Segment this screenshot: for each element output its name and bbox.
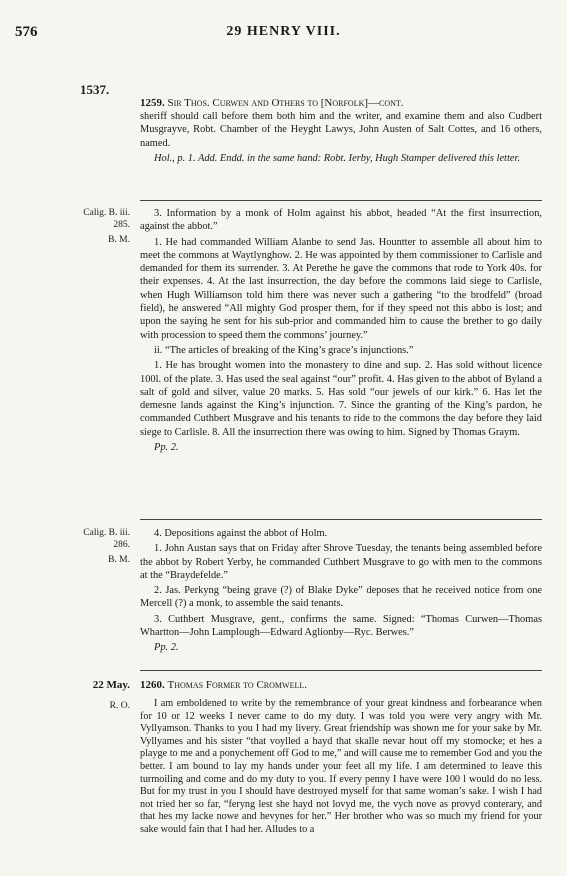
item4-ref-line1: Calig. B. iii.: [83, 528, 130, 538]
divider: [140, 670, 542, 671]
item3-para3: 1. He has brought women into the monastery to dine and sup. 2. Has sold without licence 100l. of the plate. 3. Has used the seal against “our” profit. 4. Has given to the abbot of Byland a salt of gold and silver, value 20 marks. 5. Has sold “our jewels of our kirk.” 6. Has let the demesne lands against the King’s injunction. 7. Since the granting of the King’s pardon, he commanded Cuthbert Musgrave and his tenants to ride to the commons the day before they laid siege to Carlisle. 8. All the insurrection there was owing to him. Signed by Thomas Graym.: [140, 360, 542, 438]
entry-1259-number: 1259.: [140, 97, 165, 109]
item4-para2: 2. Jas. Perkyng “being grave (?) of Blake Dyke” deposes that he received notice from one Mercell (?) a monk, to assemble the said tenants.: [140, 585, 542, 610]
entry-1260-text: I am emboldened to write by the remembrance of your great kindness and forbearance when for 10 or 12 weeks I never came to do my duty. I was told you were very angry with Mr. Vyllyamson. Thanks to you I had my livery. Great friendship was shown me for your sake by Mr. Vyllyames and his sister “that voylled a hayd that skalle nevar hout off my stomocke; et hes a playge to me and a ponychement off God to me,” and will cause me to remember God and you the better. I am bound to lay my hands under your feet all my life. I am determined to leave this turmoiling and come and do my duty to you. If every penny I have were 100 l would do no less. But for my trust in you I should have destroyed myself for that same woman’s sake. I wish I had not tried her so far, “feryng lest she hayd not lovyd me, the vych nove as provyd conterary, and that hes my lacke nowe and hevynes for her.” Her brother who was so much my friend for your sake would fain that I had her. Alludes to a: [140, 698, 542, 835]
item3-para2: ii. “The articles of breaking of the King’s grace’s injunctions.”: [154, 344, 414, 356]
entry-1260-date: 22 May.: [92, 679, 130, 691]
item-3: [140, 207, 542, 454]
entry-1260-source: R. O.: [109, 701, 130, 711]
year-label: 1537.: [80, 82, 110, 97]
item3-ref-line1: Calig. B. iii.: [83, 208, 130, 218]
item4-heading: 4. Depositions against the abbot of Holm.: [154, 528, 328, 539]
item3-ref-line2: 285.: [113, 220, 130, 230]
item3-heading: 3. Information by a monk of Holm against his abbot, headed “At the first insurrection, against the abbot.”: [140, 208, 542, 233]
running-title: 29 HENRY VIII.: [226, 24, 341, 39]
item3-margin-ref: [82, 207, 130, 246]
item4-para1: 1. John Austan says that on Friday after Shrove Tuesday, the tenants being assembled before the abbot by Robert Yerby, he commanded Cuthbert Musgrave to go with men to the commons at the “Braydefelde.”: [140, 543, 542, 581]
entry-1260: [140, 678, 542, 839]
item4-margin-ref: [82, 527, 130, 566]
entry-1260-title: Thomas Former to Cromwell.: [167, 679, 307, 691]
item4-ref-line3: B. M.: [108, 555, 130, 565]
item4-para3: 3. Cuthbert Musgrave, gent., confirms the same. Signed: “Thomas Curwen—Thomas Whartton—John Lamplough—Edward Aglionby—Ryc. Berwes.”: [140, 613, 542, 639]
item-4: [140, 527, 542, 655]
page-number: 576: [15, 24, 38, 40]
entry-1259-text: sheriff should call before them both him and the writer, and examine them and also Cudbert Musgrayve, Robt. Chamber of the Heyght Lawys, John Austen of Salt Cottes, and 16 others, named.: [140, 111, 542, 149]
entry-1260-number: 1260.: [140, 679, 165, 691]
entry-1259-note: Hol., p. 1. Add. Endd. in the same hand: Robt. Ierby, Hugh Stamper delivered this letter.: [154, 152, 520, 164]
item3-pages: Pp. 2.: [154, 442, 179, 454]
divider: [140, 200, 542, 201]
entry-1259-title: Sir Thos. Curwen and Others to [Norfolk]—cont.: [167, 97, 404, 109]
item4-ref-line2: 286.: [113, 540, 130, 550]
entry-1259-heading: [140, 96, 542, 110]
item3-para1: 1. He had commanded William Alanbe to send Jas. Hountter to assemble all about him to meet the commons at Waytlynghow. 2. He was appointed by them commissioner to Carlisle and demanded for them its surrender. 3. At Perethe he gave the commons that rode to York 40s. for their expenses. 4. At the last insurrection, the day before the commons laid siege to Carlisle, when Hugh Williamson told him there was never such a gathering “to the brodfeld” (broad field), he answered “All mighty God prosper them, for if they speed not this abbo is lost; and upon the saying he sent for his sub-prior and commanded him to cause the brether to go daily with procession to speed them the commons’ journey.”: [140, 236, 542, 341]
divider: [140, 519, 542, 520]
item3-ref-line3: B. M.: [108, 235, 130, 245]
entry-1260-heading: [140, 678, 542, 692]
item4-pages: Pp. 2.: [154, 642, 179, 654]
entry-1259: [140, 96, 542, 167]
